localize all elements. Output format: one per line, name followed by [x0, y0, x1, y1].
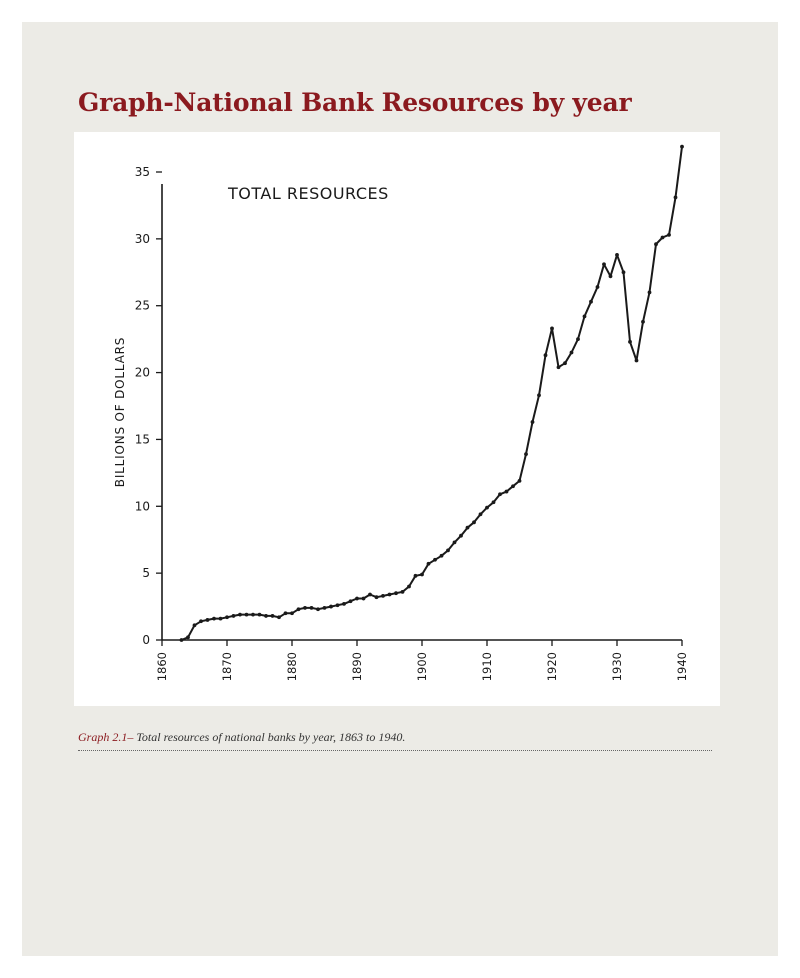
data-point	[407, 585, 411, 589]
data-point	[667, 233, 671, 237]
y-tick-label: 5	[142, 566, 150, 581]
figure-caption	[78, 730, 712, 745]
x-tick-label: 1920	[545, 652, 559, 682]
data-point	[479, 512, 483, 516]
y-tick-label: 10	[134, 499, 150, 514]
data-point	[466, 526, 470, 530]
data-point	[537, 393, 541, 397]
data-point	[576, 337, 580, 341]
data-point	[212, 617, 216, 621]
data-point	[394, 591, 398, 595]
data-point	[310, 606, 314, 610]
data-point	[433, 558, 437, 562]
data-point	[251, 613, 255, 617]
data-point	[316, 607, 320, 611]
page-heading: Graph-National Bank Resources by year	[78, 88, 632, 117]
data-point	[199, 619, 203, 623]
data-point	[206, 618, 210, 622]
data-point	[602, 262, 606, 266]
data-point	[472, 520, 476, 524]
x-tick-label: 1870	[220, 652, 234, 682]
data-point	[219, 617, 223, 621]
y-tick-label: 0	[142, 633, 150, 647]
data-point	[303, 606, 307, 610]
data-point	[271, 614, 275, 618]
data-point	[342, 602, 346, 606]
data-point	[362, 597, 366, 601]
series-line	[182, 147, 683, 640]
data-point	[258, 613, 262, 617]
x-tick-label: 1900	[415, 652, 429, 682]
chart-figure	[74, 132, 720, 706]
data-point	[648, 290, 652, 294]
data-point	[446, 549, 450, 553]
data-point	[518, 479, 522, 483]
data-point	[661, 236, 665, 240]
page-panel	[22, 22, 778, 956]
data-point	[609, 274, 613, 278]
chart-title: TOTAL RESOURCES	[228, 184, 389, 203]
data-point	[622, 270, 626, 274]
data-point	[427, 562, 431, 566]
data-point	[596, 285, 600, 289]
data-point	[453, 540, 457, 544]
data-point	[615, 253, 619, 257]
data-point	[193, 623, 197, 627]
data-point	[381, 594, 385, 598]
y-tick-label: 35	[134, 165, 150, 179]
data-point	[355, 597, 359, 601]
data-point	[420, 573, 424, 577]
data-point	[440, 554, 444, 558]
data-point	[225, 615, 229, 619]
data-point	[635, 359, 639, 363]
data-point	[583, 315, 587, 319]
data-point	[349, 599, 353, 603]
data-point	[277, 615, 281, 619]
y-tick-label: 30	[134, 231, 150, 246]
x-tick-label: 1910	[480, 652, 494, 682]
data-point	[401, 590, 405, 594]
caption-text: Total resources of national banks by year, 1863 to 1940.	[133, 730, 406, 744]
data-point	[180, 638, 184, 642]
data-point	[329, 605, 333, 609]
data-point	[245, 613, 249, 617]
data-point	[628, 340, 632, 344]
data-point	[388, 593, 392, 597]
caption-divider	[78, 750, 712, 751]
data-point	[186, 635, 190, 639]
x-tick-label: 1890	[350, 652, 364, 682]
data-point	[680, 145, 684, 149]
data-point	[550, 327, 554, 331]
data-point	[531, 420, 535, 424]
y-tick-label: 15	[134, 432, 150, 447]
y-axis-title: BILLIONS OF DOLLARS	[113, 336, 127, 488]
data-point	[375, 595, 379, 599]
data-point	[544, 353, 548, 357]
x-tick-label: 1880	[285, 652, 299, 682]
data-point	[323, 606, 327, 610]
x-tick-label: 1860	[155, 652, 169, 682]
y-tick-label: 25	[134, 298, 150, 313]
data-point	[505, 490, 509, 494]
data-point	[264, 614, 268, 618]
data-point	[459, 534, 463, 538]
data-point	[524, 452, 528, 456]
data-point	[674, 196, 678, 200]
data-point	[511, 484, 515, 488]
data-point	[492, 500, 496, 504]
x-tick-label: 1940	[675, 652, 689, 682]
data-point	[654, 242, 658, 246]
data-point	[368, 593, 372, 597]
data-point	[232, 614, 236, 618]
data-point	[498, 492, 502, 496]
data-point	[570, 351, 574, 355]
data-point	[557, 365, 561, 369]
data-point	[641, 320, 645, 324]
data-point	[290, 611, 294, 615]
x-tick-label: 1930	[610, 652, 624, 682]
data-point	[589, 300, 593, 304]
data-point	[284, 611, 288, 615]
line-chart	[74, 132, 720, 706]
data-point	[563, 361, 567, 365]
data-point	[336, 603, 340, 607]
data-point	[297, 607, 301, 611]
data-point	[485, 506, 489, 510]
y-tick-label: 20	[134, 365, 150, 380]
caption-lead: Graph 2.1–	[78, 730, 134, 744]
data-point	[238, 613, 242, 617]
data-point	[414, 574, 418, 578]
